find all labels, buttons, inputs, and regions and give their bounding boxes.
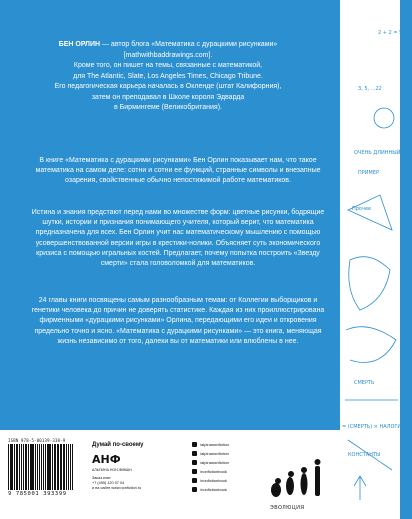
barcode-bar: [43, 444, 45, 490]
evolution-logo-icon: [268, 452, 324, 504]
doodle-arrow: [354, 476, 366, 500]
barcode-bar: [19, 444, 20, 490]
author-bio-line2: Кроме того, он пишет на темы, связанные с математикой,: [73, 62, 263, 69]
publisher-name: АЛЬПИНА НОН-ФИКШН: [92, 468, 132, 472]
social-icon: [192, 460, 197, 465]
barcode-bar: [63, 444, 66, 490]
barcode-bar: [72, 444, 73, 490]
doodle-text-label4: СМЕРТЬ: [354, 380, 375, 386]
description-paragraph-1: В книге «Математика с дурацкими рисунками» Бен Орлин показывает нам, что такое математика на самом деле: сотни и сотни ее функций, странные символы и внезапные озарения, свойственные обычно непостижимой работе математиков.: [35, 157, 321, 185]
barcode-bar: [10, 444, 11, 490]
social-icon: [192, 451, 197, 456]
doodle-panel: [340, 0, 412, 519]
author-bio-line6: в Бирмингеме (Великобритания).: [114, 104, 222, 111]
anf-logo: АНФ: [92, 453, 121, 466]
order-line-3: и на сайте www.nonfiction.ru: [92, 486, 142, 490]
author-name: БЕН ОРЛИН: [58, 41, 101, 48]
barcode-bar: [54, 444, 56, 490]
barcode: [8, 438, 74, 504]
publisher-strip: [0, 430, 340, 519]
doodle-curve: [346, 327, 396, 363]
barcode-bar: [68, 444, 69, 490]
barcode-digits: 9 785001 393399: [8, 491, 67, 497]
social-link[interactable]: /alpinanonfiction: [192, 440, 262, 449]
doodle-text-label5: = (СМЕРТЬ) × НАЛОГИ + Э: [342, 424, 412, 430]
doodle-text-label1: ОЧЕНЬ ДЛИННЫЙ: [354, 150, 401, 156]
description-paragraph-3: 24 главы книги посвящены самым разнообразным темам: от Коллегии выборщиков и генетики человека до причин не доверять статистике. Каждая из них проиллюстрирована фирменными «дурацкими рисунками» Орлина, передающими его идеи и откровения предельно точно и ясно. «Математика с дурацкими рисунками» — это книга, меняющая жизнь независимо от того, далеки вы от математики или влюблены в нее.: [31, 297, 325, 345]
author-bio-line4: Его педагогическая карьера началась в Окленде (штат Калифорния),: [54, 83, 282, 90]
barcode-bar: [11, 444, 13, 490]
doodle-blob: [349, 257, 390, 310]
doodle-text-top: 2 + 2 = 5: [378, 30, 403, 36]
barcode-bar: [31, 444, 34, 490]
doodle-triangle: [348, 195, 392, 230]
barcode-bar: [25, 444, 27, 490]
barcode-bar: [23, 444, 25, 490]
social-link[interactable]: /alpinanonfiction: [192, 449, 262, 458]
doodle-circle: [374, 108, 394, 128]
doodle-text-label6: КОНСТАНТЫ: [348, 452, 381, 458]
social-icon: [192, 478, 197, 483]
social-icon: [192, 487, 197, 492]
barcode-bar: [60, 444, 62, 490]
barcode-bars: [8, 444, 74, 490]
author-bio-line3: для The Atlantic, Slate, Los Angeles Times, Chicago Tribune.: [73, 72, 263, 80]
barcode-bar: [14, 444, 15, 490]
social-icon: [192, 442, 197, 447]
series-label: Думай по-своему: [92, 442, 144, 448]
order-line-1: Заказ книг:: [92, 476, 112, 480]
social-links: [192, 440, 262, 494]
author-intro: — автор блога «Математика с дурацкими рисунками»: [100, 41, 278, 48]
isbn-text: ISBN 978-5-00139-338-9: [8, 438, 66, 443]
barcode-bar: [50, 444, 51, 490]
social-link[interactable]: /nonfictionbook: [192, 485, 262, 494]
barcode-bar: [70, 444, 72, 490]
author-bio: [18, 40, 318, 114]
barcode-bar: [37, 444, 39, 490]
barcode-bar: [47, 444, 50, 490]
description-paragraph-2: Истина и знания предстают перед нами во множестве форм: цветные рисунки, бодрящие шутки, истории и признания понимающего учителя, который верит, что математика предназначена для всех. Бен Орлин учит нас математическому мышлению с помощью усовершенствованной версии игры в крестики-нолики. Объясняет суть экономического кризиса с помощью игральных костей. Предлагает, почему попытка построить «Звезду смерти» стала головоломкой для математиков.: [31, 209, 325, 268]
author-site: [mathwithbaddrawings.com].: [123, 51, 213, 59]
social-link[interactable]: /alpinanonfiction: [192, 458, 262, 467]
social-icon: [192, 469, 197, 474]
barcode-bar: [45, 444, 46, 490]
doodle-text-dots: 3, 5, ...22: [358, 86, 382, 92]
barcode-bar: [16, 444, 19, 490]
order-line-2: +7 (495) 120 07 04: [92, 481, 125, 485]
barcode-bar: [28, 444, 29, 490]
order-info: [92, 476, 162, 491]
doodle-text-label2: ПРИМЕР: [358, 170, 380, 176]
doodle-text-label3: Прочее: [352, 206, 372, 212]
author-bio-line5: затем он преподавал в Школе короля Эдварда: [91, 93, 245, 101]
evolution-label: ЭВОЛЮЦИЯ: [270, 505, 305, 511]
doodle-drawings: [340, 0, 403, 519]
barcode-bar: [58, 444, 59, 490]
barcode-bar: [41, 444, 42, 490]
social-link[interactable]: /nonfictionbook: [192, 476, 262, 485]
social-link[interactable]: /nonfictionbook: [192, 467, 262, 476]
